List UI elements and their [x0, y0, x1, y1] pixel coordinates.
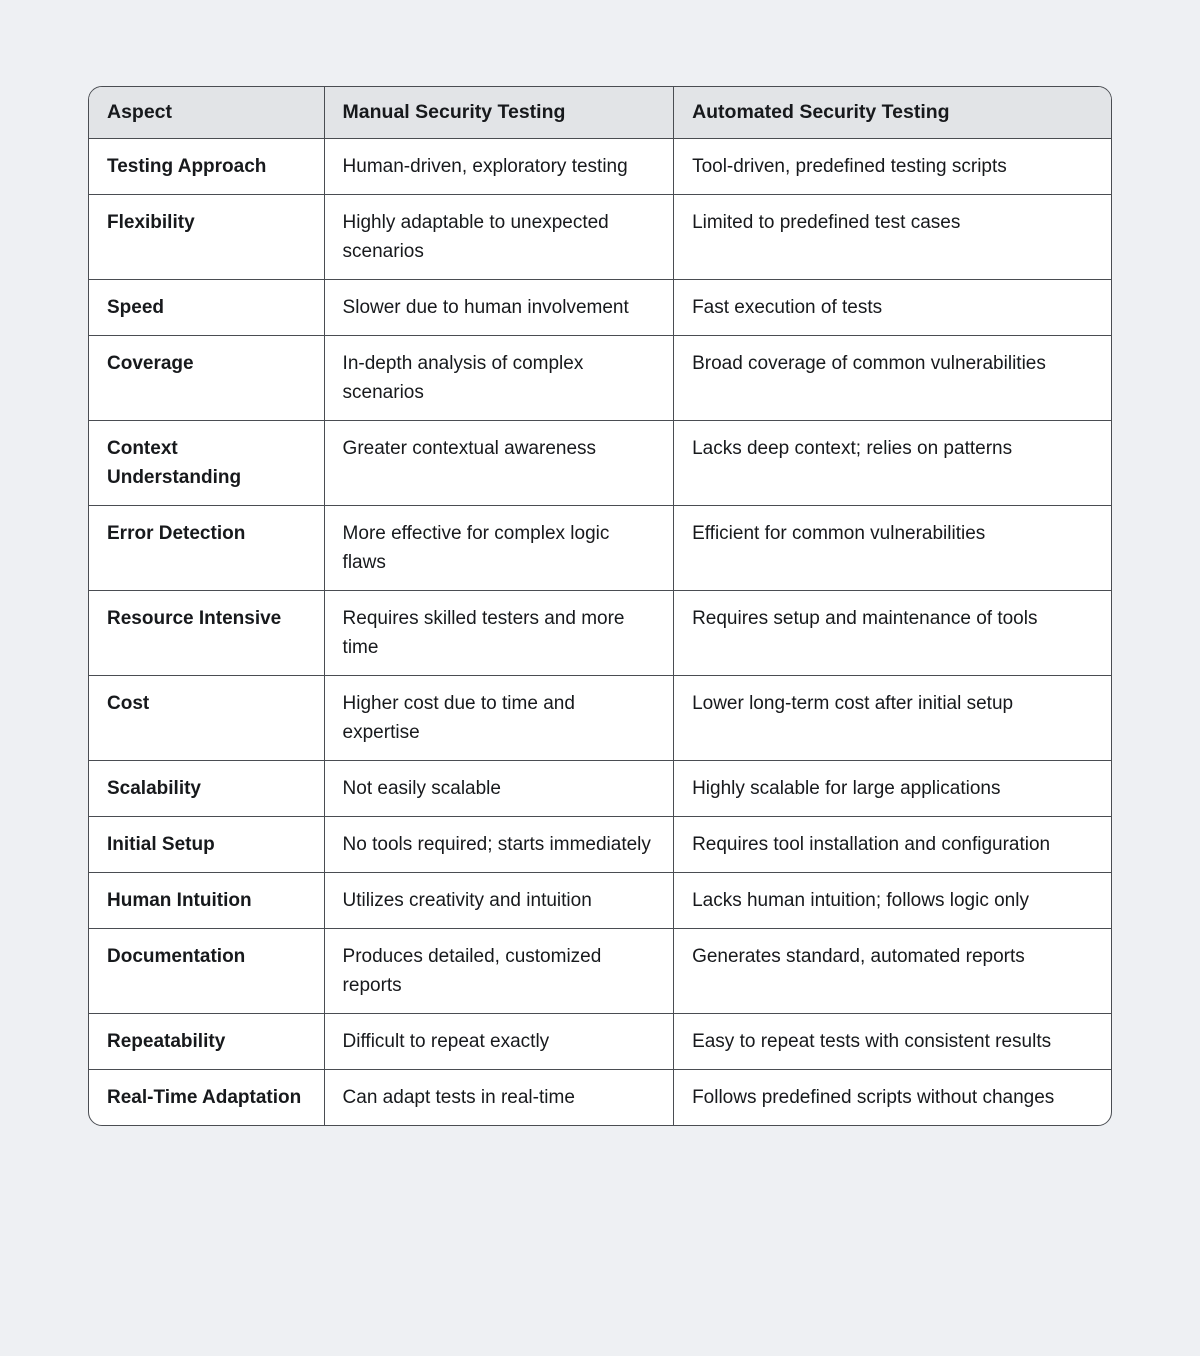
header-row — [89, 87, 1111, 139]
table-row — [89, 817, 1111, 873]
table-header — [89, 87, 1111, 139]
automated-cell: Efficient for common vulnerabilities — [674, 506, 1111, 591]
automated-cell: Requires tool installation and configuration — [674, 817, 1111, 873]
manual-cell: Can adapt tests in real-time — [324, 1070, 674, 1126]
manual-cell: Higher cost due to time and expertise — [324, 676, 674, 761]
table-row — [89, 929, 1111, 1014]
aspect-cell: Testing Approach — [89, 139, 324, 195]
automated-cell: Easy to repeat tests with consistent results — [674, 1014, 1111, 1070]
aspect-cell: Speed — [89, 280, 324, 336]
table-row — [89, 873, 1111, 929]
automated-cell: Requires setup and maintenance of tools — [674, 591, 1111, 676]
manual-cell: Produces detailed, customized reports — [324, 929, 674, 1014]
table-row — [89, 761, 1111, 817]
automated-cell: Limited to predefined test cases — [674, 195, 1111, 280]
table-row — [89, 1070, 1111, 1126]
table-row — [89, 336, 1111, 421]
column-header-aspect: Aspect — [89, 87, 324, 139]
security-testing-comparison-table — [89, 87, 1111, 1125]
column-header-manual: Manual Security Testing — [324, 87, 674, 139]
table-row — [89, 1014, 1111, 1070]
automated-cell: Follows predefined scripts without changes — [692, 1087, 1055, 1108]
column-header-automated: Automated Security Testing — [674, 87, 1111, 139]
table-body — [89, 139, 1111, 1126]
manual-cell: More effective for complex logic flaws — [324, 506, 674, 591]
aspect-cell: Resource Intensive — [89, 591, 324, 676]
aspect-cell: Repeatability — [89, 1014, 324, 1070]
aspect-cell: Coverage — [89, 336, 324, 421]
manual-cell: Utilizes creativity and intuition — [324, 873, 674, 929]
comparison-table-card — [88, 86, 1112, 1126]
automated-cell: Lacks deep context; relies on patterns — [674, 421, 1111, 506]
automated-cell: Generates standard, automated reports — [674, 929, 1111, 1014]
manual-cell: Slower due to human involvement — [324, 280, 674, 336]
manual-cell: Not easily scalable — [324, 761, 674, 817]
table-row — [89, 195, 1111, 280]
aspect-cell: Cost — [89, 676, 324, 761]
table-row — [89, 506, 1111, 591]
table-row — [89, 280, 1111, 336]
table-row — [89, 139, 1111, 195]
automated-cell: Highly scalable for large applications — [674, 761, 1111, 817]
manual-cell: Requires skilled testers and more time — [324, 591, 674, 676]
table-row — [89, 676, 1111, 761]
aspect-cell: Error Detection — [89, 506, 324, 591]
table-row — [89, 421, 1111, 506]
automated-cell: Lower long-term cost after initial setup — [674, 676, 1111, 761]
automated-cell: Broad coverage of common vulnerabilities — [674, 336, 1111, 421]
automated-cell: Lacks human intuition; follows logic only — [674, 873, 1111, 929]
automated-cell: Fast execution of tests — [674, 280, 1111, 336]
manual-cell: No tools required; starts immediately — [324, 817, 674, 873]
table-row — [89, 591, 1111, 676]
manual-cell: Difficult to repeat exactly — [324, 1014, 674, 1070]
aspect-cell: Real-Time Adaptation — [89, 1070, 324, 1126]
aspect-cell: Human Intuition — [89, 873, 324, 929]
manual-cell: Highly adaptable to unexpected scenarios — [324, 195, 674, 280]
manual-cell: Greater contextual awareness — [324, 421, 674, 506]
aspect-cell: Flexibility — [89, 195, 324, 280]
aspect-cell: Context Understanding — [89, 421, 324, 506]
manual-cell: Human-driven, exploratory testing — [324, 139, 674, 195]
aspect-cell: Initial Setup — [89, 817, 324, 873]
manual-cell: In-depth analysis of complex scenarios — [324, 336, 674, 421]
aspect-cell: Documentation — [89, 929, 324, 1014]
aspect-cell: Scalability — [89, 761, 324, 817]
automated-cell: Tool-driven, predefined testing scripts — [674, 139, 1111, 195]
